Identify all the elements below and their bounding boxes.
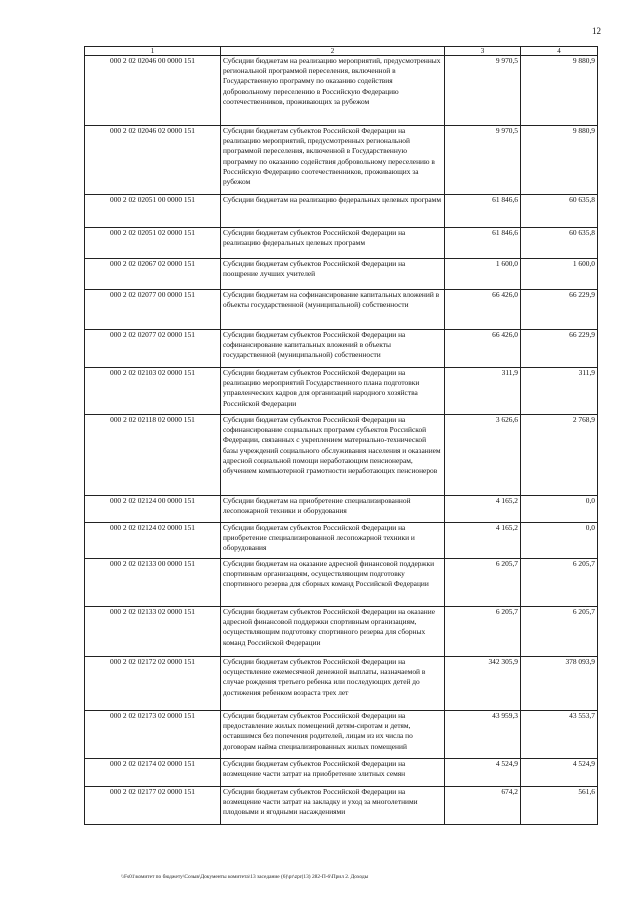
table-row bbox=[85, 759, 598, 787]
file-path-footer: \\Fs01\комитет по бюджету\Созыв\Документы комитета\13 заседание (6)\pr\zpr(13) 282-П-6\Прил 2. Доходы bbox=[121, 874, 369, 880]
table-row bbox=[85, 290, 598, 330]
row-name: Субсидии бюджетам на реализацию федеральных целевых программ bbox=[221, 195, 445, 228]
row-fact: 60 635,8 bbox=[521, 228, 598, 259]
row-plan: 311,9 bbox=[445, 368, 521, 415]
row-plan: 61 846,6 bbox=[445, 228, 521, 259]
row-code: 000 2 02 02118 02 0000 151 bbox=[85, 415, 221, 496]
table-row bbox=[85, 259, 598, 290]
row-name: Субсидии бюджетам субъектов Российской Федерации на реализацию мероприятий, предусмотренных региональной программой переселения, включенной в Государственную программу по оказанию содействия добровольному переселению в Российскую Федерацию соотечественников, проживающих за рубежом bbox=[221, 126, 445, 195]
row-name: Субсидии бюджетам на приобретение специализированной лесопожарной техники и оборудования bbox=[221, 496, 445, 523]
row-fact: 66 229,9 bbox=[521, 290, 598, 330]
row-fact: 0,0 bbox=[521, 523, 598, 559]
row-code: 000 2 02 02174 02 0000 151 bbox=[85, 759, 221, 787]
row-code: 000 2 02 02103 02 0000 151 bbox=[85, 368, 221, 415]
row-name: Субсидии бюджетам субъектов Российской Федерации на возмещение части затрат на приобретение элитных семян bbox=[221, 759, 445, 787]
row-fact: 378 093,9 bbox=[521, 657, 598, 711]
row-name: Субсидии бюджетам субъектов Российской Федерации на поощрение лучших учителей bbox=[221, 259, 445, 290]
row-name: Субсидии бюджетам субъектов Российской Федерации на реализацию мероприятий Государственного плана подготовки управленческих кадров для организаций народного хозяйства Российской Федерации bbox=[221, 368, 445, 415]
row-fact: 60 635,8 bbox=[521, 195, 598, 228]
page-number: 12 bbox=[592, 26, 601, 36]
row-name: Субсидии бюджетам субъектов Российской Федерации на приобретение специализированной лесопожарной техники и оборудования bbox=[221, 523, 445, 559]
row-plan: 43 959,3 bbox=[445, 711, 521, 759]
column-header-4: 4 bbox=[521, 47, 598, 56]
table-row bbox=[85, 787, 598, 825]
table-row bbox=[85, 228, 598, 259]
row-plan: 342 305,9 bbox=[445, 657, 521, 711]
row-fact: 0,0 bbox=[521, 496, 598, 523]
row-plan: 9 970,5 bbox=[445, 126, 521, 195]
table-body bbox=[85, 56, 598, 825]
table-row bbox=[85, 657, 598, 711]
row-fact: 6 205,7 bbox=[521, 559, 598, 607]
row-code: 000 2 02 02067 02 0000 151 bbox=[85, 259, 221, 290]
row-fact: 9 880,9 bbox=[521, 126, 598, 195]
row-plan: 61 846,6 bbox=[445, 195, 521, 228]
row-plan: 6 205,7 bbox=[445, 559, 521, 607]
row-name: Субсидии бюджетам субъектов Российской Федерации на софинансирование социальных программ субъектов Российской Федерации, связанных с укреплением материально-технической базы учреждений социального обслуживания населения и оказанием адресной социальной помощи неработающим пенсионерам, обучением компьютерной грамотности неработающих пенсионеров bbox=[221, 415, 445, 496]
row-fact: 561,6 bbox=[521, 787, 598, 825]
column-header-1: 1 bbox=[85, 47, 221, 56]
row-fact: 6 205,7 bbox=[521, 607, 598, 657]
row-plan: 9 970,5 bbox=[445, 56, 521, 126]
row-name: Субсидии бюджетам субъектов Российской Федерации на софинансирование капитальных вложений в объекты государственной (муниципальной) собственности bbox=[221, 330, 445, 368]
column-header-2: 2 bbox=[221, 47, 445, 56]
row-fact: 66 229,9 bbox=[521, 330, 598, 368]
row-plan: 1 600,0 bbox=[445, 259, 521, 290]
column-header-3: 3 bbox=[445, 47, 521, 56]
row-code: 000 2 02 02173 02 0000 151 bbox=[85, 711, 221, 759]
table-row bbox=[85, 195, 598, 228]
row-code: 000 2 02 02077 02 0000 151 bbox=[85, 330, 221, 368]
table-row bbox=[85, 56, 598, 126]
row-code: 000 2 02 02133 00 0000 151 bbox=[85, 559, 221, 607]
row-name: Субсидии бюджетам субъектов Российской Федерации на оказание адресной финансовой поддержки спортивным организациям, осуществляющим подготовку спортивного резерва для сборных команд Российской Федерации bbox=[221, 607, 445, 657]
row-code: 000 2 02 02124 00 0000 151 bbox=[85, 496, 221, 523]
row-plan: 66 426,0 bbox=[445, 290, 521, 330]
row-code: 000 2 02 02046 02 0000 151 bbox=[85, 126, 221, 195]
table-row bbox=[85, 496, 598, 523]
table-row bbox=[85, 523, 598, 559]
row-code: 000 2 02 02077 00 0000 151 bbox=[85, 290, 221, 330]
row-plan: 674,2 bbox=[445, 787, 521, 825]
row-fact: 4 524,9 bbox=[521, 759, 598, 787]
row-name: Субсидии бюджетам субъектов Российской Федерации на предоставление жилых помещений детям-сиротам и детям, оставшимся без попечения родителей, лицам из их числа по договорам найма специализированных жилых помещений bbox=[221, 711, 445, 759]
row-code: 000 2 02 02051 00 0000 151 bbox=[85, 195, 221, 228]
row-code: 000 2 02 02046 00 0000 151 bbox=[85, 56, 221, 126]
table-row bbox=[85, 415, 598, 496]
row-plan: 4 165,2 bbox=[445, 496, 521, 523]
row-code: 000 2 02 02051 02 0000 151 bbox=[85, 228, 221, 259]
row-name: Субсидии бюджетам субъектов Российской Федерации на возмещение части затрат на закладку и уход за многолетними плодовыми и ягодными насаждениями bbox=[221, 787, 445, 825]
row-name: Субсидии бюджетам субъектов Российской Федерации на реализацию федеральных целевых программ bbox=[221, 228, 445, 259]
row-fact: 9 880,9 bbox=[521, 56, 598, 126]
row-code: 000 2 02 02177 02 0000 151 bbox=[85, 787, 221, 825]
row-plan: 66 426,0 bbox=[445, 330, 521, 368]
table-row bbox=[85, 607, 598, 657]
table-row bbox=[85, 711, 598, 759]
row-fact: 43 553,7 bbox=[521, 711, 598, 759]
row-name: Субсидии бюджетам на софинансирование капитальных вложений в объекты государственной (муниципальной) собственности bbox=[221, 290, 445, 330]
row-name: Субсидии бюджетам субъектов Российской Федерации на осуществление ежемесячной денежной выплаты, назначаемой в случае рождения третьего ребенка или последующих детей до достижения ребенком возраста трех лет bbox=[221, 657, 445, 711]
row-fact: 1 600,0 bbox=[521, 259, 598, 290]
table-header-row bbox=[85, 47, 598, 56]
row-plan: 6 205,7 bbox=[445, 607, 521, 657]
row-name: Субсидии бюджетам на реализацию мероприятий, предусмотренных региональной программой переселения, включенной в Государственную программу по оказанию содействия добровольному переселению в Российскую Федерацию соотечественников, проживающих за рубежом bbox=[221, 56, 445, 126]
row-fact: 2 768,9 bbox=[521, 415, 598, 496]
revenue-table bbox=[84, 46, 598, 825]
table-row bbox=[85, 126, 598, 195]
row-code: 000 2 02 02133 02 0000 151 bbox=[85, 607, 221, 657]
row-plan: 4 165,2 bbox=[445, 523, 521, 559]
row-plan: 3 626,6 bbox=[445, 415, 521, 496]
row-code: 000 2 02 02124 02 0000 151 bbox=[85, 523, 221, 559]
table-row bbox=[85, 330, 598, 368]
row-name: Субсидии бюджетам на оказание адресной финансовой поддержки спортивным организациям, осуществляющим подготовку спортивного резерва для сборных команд Российской Федерации bbox=[221, 559, 445, 607]
row-plan: 4 524,9 bbox=[445, 759, 521, 787]
table-row bbox=[85, 559, 598, 607]
row-fact: 311,9 bbox=[521, 368, 598, 415]
row-code: 000 2 02 02172 02 0000 151 bbox=[85, 657, 221, 711]
table-row bbox=[85, 368, 598, 415]
